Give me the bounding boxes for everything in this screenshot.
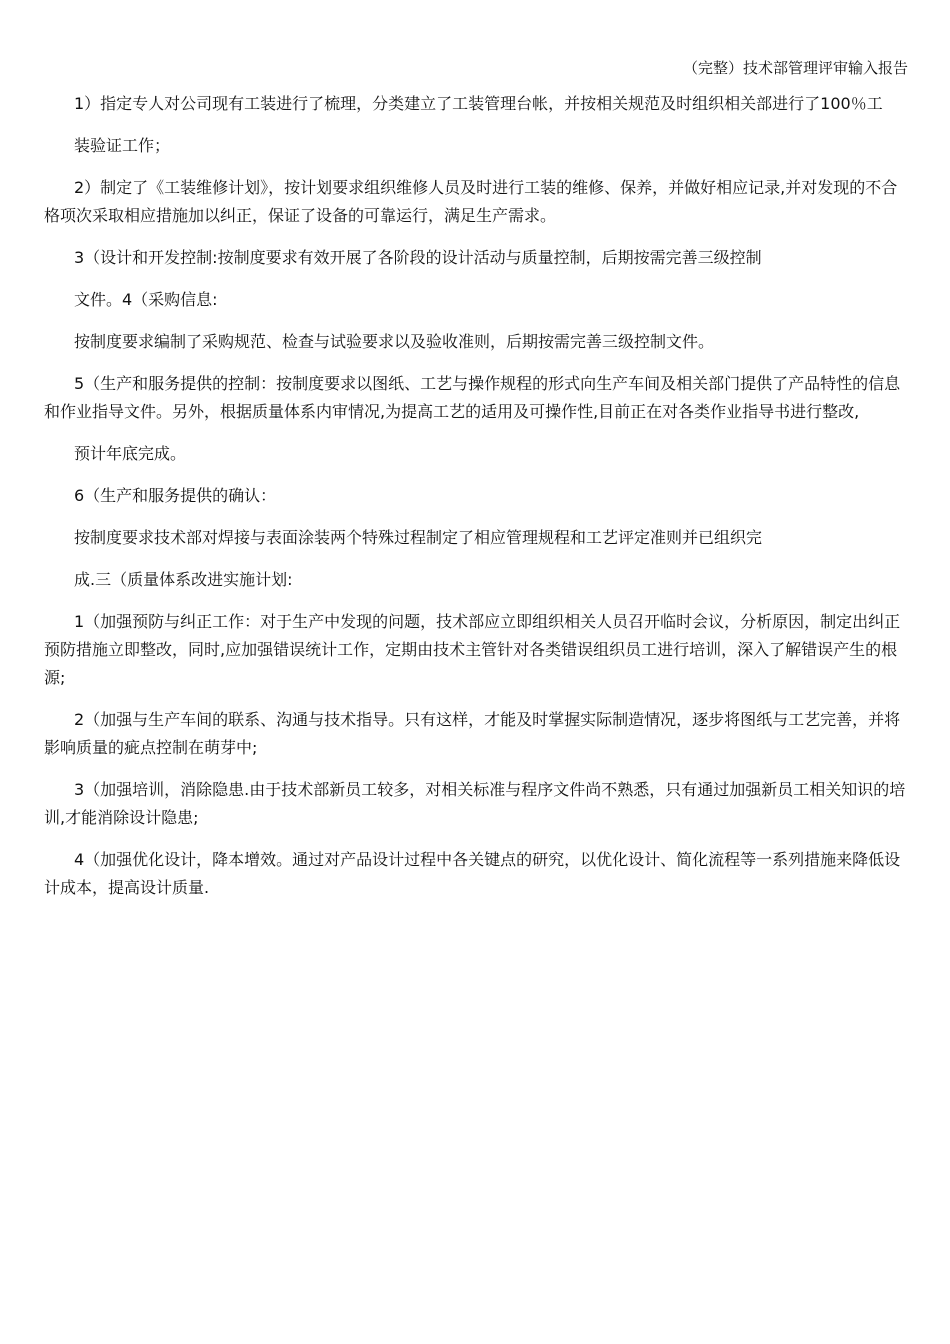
paragraph-15: 4（加强优化设计，降本增效。通过对产品设计过程中各关键点的研究，以优化设计、简化流程等一系列措施来降低设计成本，提高设计质量.: [44, 850, 901, 897]
paragraph-3: 2）制定了《工装维修计划》，按计划要求组织维修人员及时进行工装的维修、保养，并做好相应记录,并对发现的不合格项次采取相应措施加以纠正，保证了设备的可靠运行，满足生产需求。: [44, 178, 898, 225]
paragraph-7: 5（生产和服务提供的控制：按制度要求以图纸、工艺与操作规程的形式向生产车间及相关部门提供了产品特性的信息和作业指导文件。另外，根据质量体系内审情况,为提高工艺的适用及可操作性,目前正在对各类作业指导书进行整改,: [44, 374, 901, 421]
paragraph-12: 1（加强预防与纠正工作：对于生产中发现的问题，技术部应立即组织相关人员召开临时会议，分析原因，制定出纠正预防措施立即整改，同时,应加强错误统计工作，定期由技术主管针对各类错误组织员工进行培训，深入了解错误产生的根源;: [44, 612, 901, 687]
paragraph-4: 3（设计和开发控制:按制度要求有效开展了各阶段的设计活动与质量控制，后期按需完善三级控制: [74, 248, 762, 267]
paragraph-5: 文件。4（采购信息:: [74, 290, 218, 309]
paragraph-13: 2（加强与生产车间的联系、沟通与技术指导。只有这样，才能及时掌握实际制造情况，逐步将图纸与工艺完善，并将影响质量的疵点控制在萌芽中;: [44, 710, 901, 757]
paragraph-11: 成.三（质量体系改进实施计划:: [74, 570, 293, 589]
paragraph-10: 按制度要求技术部对焊接与表面涂装两个特殊过程制定了相应管理规程和工艺评定准则并已组织完: [74, 528, 763, 547]
paragraph-1: 1）指定专人对公司现有工装进行了梳理，分类建立了工装管理台帐，并按相关规范及时组织相关部进行了100％工: [74, 94, 883, 113]
paragraph-8: 预计年底完成。: [74, 444, 187, 463]
document-body: [44, 90, 910, 916]
page-header-title: （完整）技术部管理评审输入报告: [682, 59, 908, 77]
paragraph-6: 按制度要求编制了采购规范、检查与试验要求以及验收准则，后期按需完善三级控制文件。: [74, 332, 715, 351]
paragraph-14: 3（加强培训，消除隐患.由于技术部新员工较多，对相关标准与程序文件尚不熟悉，只有通过加强新员工相关知识的培训,才能消除设计隐患;: [44, 780, 906, 827]
paragraph-9: 6（生产和服务提供的确认：: [74, 486, 277, 505]
paragraph-2: 装验证工作；: [74, 136, 171, 155]
